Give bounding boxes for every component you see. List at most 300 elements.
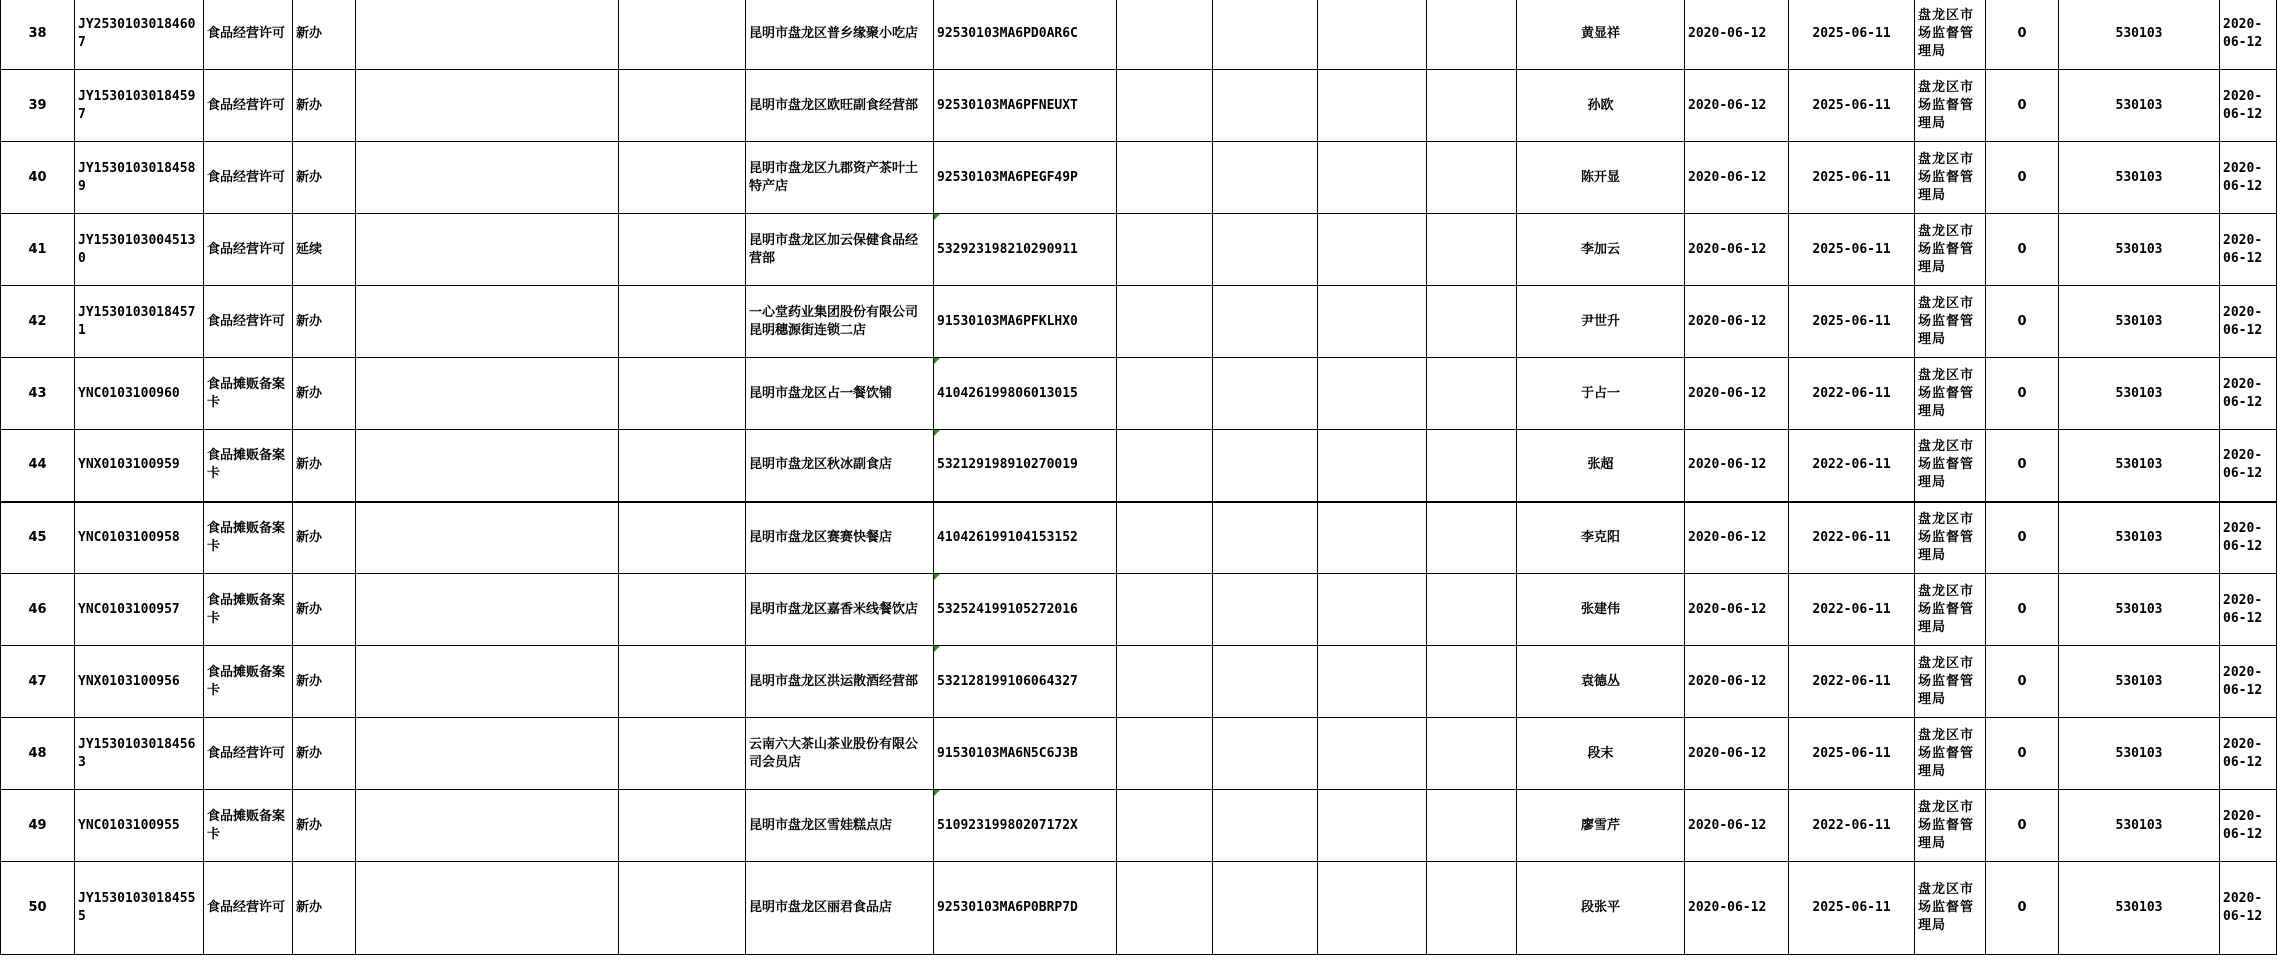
cell-empty[interactable] [619,790,746,862]
cell-empty[interactable] [1427,70,1517,142]
cell-issue-date[interactable] [1685,646,1789,718]
cell-license-type-text: 食品经营许可 [207,745,286,761]
cell-action[interactable] [293,286,356,358]
cell-empty[interactable] [1117,790,1213,862]
cell-expiry-date[interactable] [1789,358,1915,430]
cell-authority[interactable] [1915,718,1986,790]
cell-region-code[interactable] [2059,574,2220,646]
cell-expiry-date[interactable] [1789,646,1915,718]
cell-action[interactable] [293,214,356,286]
cell-empty[interactable] [356,502,619,574]
cell-row-number-text: 39 [28,97,47,113]
cell-credit-code[interactable] [934,646,1117,718]
cell-zero[interactable] [1986,430,2059,502]
cell-date2-text: 2020-06-12 [2223,88,2263,122]
cell-row-number[interactable] [1,502,75,574]
cell-date2-text: 2020-06-12 [2223,448,2263,482]
cell-empty[interactable] [1213,646,1318,718]
cell-empty[interactable] [356,214,619,286]
cell-zero[interactable] [1986,718,2059,790]
cell-license-type[interactable] [204,646,293,718]
cell-action[interactable] [293,430,356,502]
cell-expiry-date-text: 2025-06-11 [1812,97,1891,113]
cell-legal-person-text: 黄显祥 [1581,25,1621,41]
cell-empty[interactable] [1318,70,1427,142]
cell-license-number[interactable] [75,286,204,358]
cell-credit-code[interactable] [934,0,1117,70]
cell-issue-date[interactable] [1685,0,1789,70]
cell-expiry-date[interactable] [1789,790,1915,862]
cell-action[interactable] [293,790,356,862]
cell-action[interactable] [293,0,356,70]
cell-license-type[interactable] [204,790,293,862]
cell-empty[interactable] [356,358,619,430]
cell-empty[interactable] [1318,574,1427,646]
cell-issue-date[interactable] [1685,142,1789,214]
cell-issue-date[interactable] [1685,358,1789,430]
cell-expiry-date[interactable] [1789,430,1915,502]
cell-license-number[interactable] [75,646,204,718]
cell-license-number[interactable] [75,70,204,142]
cell-empty[interactable] [1117,574,1213,646]
cell-license-number-text: YNC0103100957 [78,601,180,617]
cell-empty[interactable] [1318,358,1427,430]
cell-row-number[interactable] [1,718,75,790]
cell-issue-date-text: 2020-06-12 [1688,313,1767,329]
cell-legal-person[interactable] [1517,358,1685,430]
cell-issue-date[interactable] [1685,70,1789,142]
cell-legal-person[interactable] [1517,214,1685,286]
cell-license-type[interactable] [204,358,293,430]
cell-region-code[interactable] [2059,646,2220,718]
cell-zero[interactable] [1986,862,2059,955]
cell-empty[interactable] [1117,286,1213,358]
cell-business-name[interactable] [746,214,934,286]
cell-empty[interactable] [1213,142,1318,214]
cell-empty[interactable] [1427,214,1517,286]
cell-empty[interactable] [1117,646,1213,718]
cell-empty[interactable] [356,790,619,862]
cell-credit-code[interactable] [934,70,1117,142]
cell-region-code[interactable] [2059,286,2220,358]
cell-zero-text: 0 [2017,673,2027,689]
cell-legal-person[interactable] [1517,862,1685,955]
cell-row-number[interactable] [1,70,75,142]
cell-legal-person[interactable] [1517,502,1685,574]
cell-row-number[interactable] [1,286,75,358]
cell-zero[interactable] [1986,214,2059,286]
cell-business-name[interactable] [746,862,934,955]
cell-region-code[interactable] [2059,214,2220,286]
cell-legal-person-text: 陈开显 [1581,169,1621,185]
cell-empty[interactable] [1427,718,1517,790]
cell-license-type[interactable] [204,718,293,790]
cell-legal-person[interactable] [1517,646,1685,718]
cell-license-number[interactable] [75,0,204,70]
cell-business-name-text: 昆明市盘龙区赛赛快餐店 [749,529,893,545]
cell-license-type[interactable] [204,0,293,70]
cell-zero[interactable] [1986,646,2059,718]
cell-empty[interactable] [1427,358,1517,430]
cell-action-text: 新办 [296,457,323,473]
cell-empty[interactable] [619,358,746,430]
cell-region-code[interactable] [2059,70,2220,142]
cell-legal-person[interactable] [1517,718,1685,790]
cell-expiry-date[interactable] [1789,214,1915,286]
cell-credit-code[interactable] [934,142,1117,214]
cell-date2[interactable] [2220,286,2277,358]
cell-empty[interactable] [356,646,619,718]
cell-expiry-date[interactable] [1789,0,1915,70]
cell-region-code[interactable] [2059,862,2220,955]
cell-empty[interactable] [1213,862,1318,955]
table-row [1,70,2277,142]
cell-zero[interactable] [1986,70,2059,142]
cell-legal-person-text: 段张平 [1581,900,1621,915]
cell-legal-person-text: 于占一 [1581,385,1621,401]
cell-expiry-date[interactable] [1789,574,1915,646]
cell-empty[interactable] [1427,574,1517,646]
cell-region-code-text: 530103 [2115,25,2163,41]
cell-license-type[interactable] [204,142,293,214]
cell-business-name-text: 昆明市盘龙区欧旺副食经营部 [749,97,919,113]
cell-business-name[interactable] [746,502,934,574]
comment-indicator-icon [934,646,940,652]
cell-zero-text: 0 [2017,97,2027,113]
cell-empty[interactable] [619,214,746,286]
cell-issue-date[interactable] [1685,502,1789,574]
cell-business-name[interactable] [746,358,934,430]
cell-issue-date[interactable] [1685,430,1789,502]
cell-empty[interactable] [1213,502,1318,574]
table-row [1,286,2277,358]
cell-legal-person-text: 袁德丛 [1581,673,1621,689]
table-row [1,718,2277,790]
cell-credit-code[interactable] [934,358,1117,430]
cell-empty[interactable] [619,70,746,142]
cell-empty[interactable] [1117,718,1213,790]
cell-credit-code[interactable] [934,430,1117,502]
cell-date2-text: 2020-06-12 [2223,891,2263,924]
cell-date2[interactable] [2220,862,2277,955]
cell-expiry-date[interactable] [1789,718,1915,790]
cell-credit-code-text: 92530103MA6PD0AR6C [937,25,1078,41]
cell-license-type[interactable] [204,430,293,502]
cell-license-type[interactable] [204,70,293,142]
cell-issue-date[interactable] [1685,862,1789,955]
cell-credit-code-text: 532524199105272016 [937,601,1078,617]
cell-expiry-date-text: 2022-06-11 [1812,457,1891,473]
cell-zero-text: 0 [2017,169,2027,185]
cell-action-text: 新办 [296,673,323,689]
cell-region-code[interactable] [2059,790,2220,862]
cell-region-code[interactable] [2059,718,2220,790]
cell-business-name[interactable] [746,286,934,358]
cell-empty[interactable] [1427,430,1517,502]
cell-empty[interactable] [1117,430,1213,502]
cell-empty[interactable] [1318,214,1427,286]
cell-expiry-date[interactable] [1789,142,1915,214]
cell-empty[interactable] [619,430,746,502]
cell-zero[interactable] [1986,142,2059,214]
cell-issue-date-text: 2020-06-12 [1688,601,1767,617]
cell-zero-text: 0 [2017,313,2027,329]
cell-expiry-date[interactable] [1789,286,1915,358]
cell-license-type[interactable] [204,574,293,646]
cell-date2[interactable] [2220,0,2277,70]
cell-license-type[interactable] [204,286,293,358]
cell-authority-text: 盘龙区市场监督管理局 [1918,295,1975,347]
cell-empty[interactable] [619,502,746,574]
cell-action[interactable] [293,502,356,574]
cell-region-code[interactable] [2059,142,2220,214]
cell-empty[interactable] [356,286,619,358]
cell-empty[interactable] [1117,358,1213,430]
cell-credit-code[interactable] [934,502,1117,574]
cell-business-name[interactable] [746,646,934,718]
cell-license-type[interactable] [204,862,293,955]
cell-date2[interactable] [2220,646,2277,718]
cell-license-number[interactable] [75,790,204,862]
cell-legal-person[interactable] [1517,142,1685,214]
cell-empty[interactable] [356,70,619,142]
cell-license-number[interactable] [75,358,204,430]
cell-authority-text: 盘龙区市场监督管理局 [1918,367,1975,419]
cell-empty[interactable] [1117,862,1213,955]
cell-date2[interactable] [2220,502,2277,574]
cell-expiry-date[interactable] [1789,70,1915,142]
cell-credit-code[interactable] [934,790,1117,862]
cell-business-name[interactable] [746,70,934,142]
cell-date2[interactable] [2220,358,2277,430]
cell-date2[interactable] [2220,70,2277,142]
cell-legal-person[interactable] [1517,0,1685,70]
cell-row-number-text: 45 [28,529,47,545]
cell-action[interactable] [293,358,356,430]
cell-authority-text: 盘龙区市场监督管理局 [1918,7,1975,59]
cell-license-number[interactable] [75,214,204,286]
cell-license-number[interactable] [75,502,204,574]
cell-license-number[interactable] [75,430,204,502]
cell-empty[interactable] [1427,286,1517,358]
cell-empty[interactable] [1318,502,1427,574]
cell-empty[interactable] [1318,718,1427,790]
table-row [1,862,2277,955]
cell-zero-text: 0 [2017,25,2027,41]
cell-credit-code[interactable] [934,214,1117,286]
cell-license-type-text: 食品摊贩备案卡 [207,592,286,626]
cell-region-code[interactable] [2059,0,2220,70]
cell-legal-person[interactable] [1517,70,1685,142]
cell-empty[interactable] [619,646,746,718]
cell-business-name[interactable] [746,430,934,502]
cell-legal-person[interactable] [1517,574,1685,646]
cell-license-type-text: 食品摊贩备案卡 [207,664,286,698]
cell-license-number[interactable] [75,862,204,955]
cell-action[interactable] [293,142,356,214]
cell-region-code[interactable] [2059,358,2220,430]
cell-authority-text: 盘龙区市场监督管理局 [1918,223,1975,275]
cell-empty[interactable] [1318,790,1427,862]
cell-region-code-text: 530103 [2115,385,2163,401]
cell-zero[interactable] [1986,502,2059,574]
cell-empty[interactable] [1318,142,1427,214]
cell-legal-person-text: 廖雪芹 [1581,817,1621,833]
cell-business-name[interactable] [746,0,934,70]
cell-issue-date[interactable] [1685,718,1789,790]
cell-date2[interactable] [2220,574,2277,646]
cell-authority-text: 盘龙区市场监督管理局 [1918,727,1975,779]
cell-region-code[interactable] [2059,430,2220,502]
cell-authority[interactable] [1915,790,1986,862]
cell-action-text: 新办 [296,529,323,545]
cell-empty[interactable] [1213,358,1318,430]
cell-legal-person[interactable] [1517,790,1685,862]
cell-date2[interactable] [2220,718,2277,790]
cell-action[interactable] [293,70,356,142]
cell-empty[interactable] [1318,286,1427,358]
cell-empty[interactable] [1117,0,1213,70]
cell-empty[interactable] [1213,790,1318,862]
cell-issue-date[interactable] [1685,214,1789,286]
cell-region-code-text: 530103 [2115,241,2163,257]
cell-license-type[interactable] [204,214,293,286]
cell-empty[interactable] [1117,502,1213,574]
cell-legal-person[interactable] [1517,430,1685,502]
cell-empty[interactable] [1117,214,1213,286]
cell-row-number[interactable] [1,142,75,214]
cell-row-number[interactable] [1,862,75,955]
cell-business-name[interactable] [746,790,934,862]
cell-authority[interactable] [1915,502,1986,574]
cell-empty[interactable] [1117,142,1213,214]
cell-date2[interactable] [2220,142,2277,214]
cell-empty[interactable] [1427,790,1517,862]
cell-empty[interactable] [1318,862,1427,955]
cell-empty[interactable] [619,862,746,955]
cell-authority[interactable] [1915,214,1986,286]
cell-zero[interactable] [1986,286,2059,358]
cell-authority[interactable] [1915,574,1986,646]
cell-credit-code[interactable] [934,718,1117,790]
cell-authority[interactable] [1915,70,1986,142]
cell-authority[interactable] [1915,142,1986,214]
cell-zero[interactable] [1986,0,2059,70]
cell-empty[interactable] [1318,430,1427,502]
cell-business-name-text: 昆明市盘龙区雪娃糕点店 [749,817,893,833]
cell-authority[interactable] [1915,358,1986,430]
cell-row-number[interactable] [1,790,75,862]
cell-expiry-date[interactable] [1789,502,1915,574]
cell-zero[interactable] [1986,574,2059,646]
cell-business-name[interactable] [746,718,934,790]
cell-action-text: 新办 [296,169,323,185]
cell-business-name[interactable] [746,574,934,646]
cell-credit-code[interactable] [934,862,1117,955]
cell-credit-code[interactable] [934,574,1117,646]
cell-row-number[interactable] [1,214,75,286]
cell-empty[interactable] [1213,718,1318,790]
cell-row-number[interactable] [1,358,75,430]
cell-empty[interactable] [1427,142,1517,214]
cell-license-number[interactable] [75,574,204,646]
cell-empty[interactable] [1427,862,1517,955]
cell-issue-date-text: 2020-06-12 [1688,745,1767,761]
cell-license-number[interactable] [75,142,204,214]
cell-zero[interactable] [1986,790,2059,862]
cell-empty[interactable] [1213,0,1318,70]
cell-license-number-text: YNC0103100958 [78,529,180,545]
cell-empty[interactable] [1213,574,1318,646]
cell-empty[interactable] [1117,70,1213,142]
cell-license-type-text: 食品经营许可 [207,169,286,185]
cell-credit-code[interactable] [934,286,1117,358]
cell-empty[interactable] [1318,0,1427,70]
cell-empty[interactable] [356,862,619,955]
table-row [1,430,2277,502]
cell-action[interactable] [293,862,356,955]
cell-region-code[interactable] [2059,502,2220,574]
cell-empty[interactable] [1427,646,1517,718]
cell-empty[interactable] [356,0,619,70]
cell-empty[interactable] [356,142,619,214]
cell-license-type[interactable] [204,502,293,574]
cell-business-name[interactable] [746,142,934,214]
cell-empty[interactable] [1213,214,1318,286]
cell-empty[interactable] [619,718,746,790]
cell-authority-text: 盘龙区市场监督管理局 [1918,583,1975,635]
cell-expiry-date-text: 2025-06-11 [1812,25,1891,41]
cell-legal-person[interactable] [1517,286,1685,358]
cell-date2[interactable] [2220,214,2277,286]
cell-authority[interactable] [1915,286,1986,358]
cell-row-number[interactable] [1,574,75,646]
cell-row-number[interactable] [1,0,75,70]
cell-empty[interactable] [1213,430,1318,502]
cell-empty[interactable] [619,0,746,70]
cell-zero[interactable] [1986,358,2059,430]
cell-authority-text: 盘龙区市场监督管理局 [1918,799,1975,851]
cell-empty[interactable] [1427,0,1517,70]
cell-authority[interactable] [1915,646,1986,718]
cell-empty[interactable] [619,574,746,646]
cell-empty[interactable] [1427,502,1517,574]
cell-authority[interactable] [1915,862,1986,955]
cell-empty[interactable] [619,286,746,358]
cell-action[interactable] [293,574,356,646]
cell-date2[interactable] [2220,430,2277,502]
cell-action[interactable] [293,718,356,790]
cell-row-number[interactable] [1,430,75,502]
cell-license-number[interactable] [75,718,204,790]
cell-empty[interactable] [1213,286,1318,358]
cell-authority[interactable] [1915,0,1986,70]
cell-issue-date[interactable] [1685,286,1789,358]
cell-expiry-date[interactable] [1789,862,1915,955]
cell-empty[interactable] [356,574,619,646]
cell-empty[interactable] [619,142,746,214]
cell-issue-date[interactable] [1685,574,1789,646]
cell-empty[interactable] [356,430,619,502]
cell-empty[interactable] [356,718,619,790]
cell-empty[interactable] [1213,70,1318,142]
cell-authority[interactable] [1915,430,1986,502]
cell-date2[interactable] [2220,790,2277,862]
cell-action[interactable] [293,646,356,718]
cell-issue-date[interactable] [1685,790,1789,862]
cell-empty[interactable] [1318,646,1427,718]
cell-row-number[interactable] [1,646,75,718]
